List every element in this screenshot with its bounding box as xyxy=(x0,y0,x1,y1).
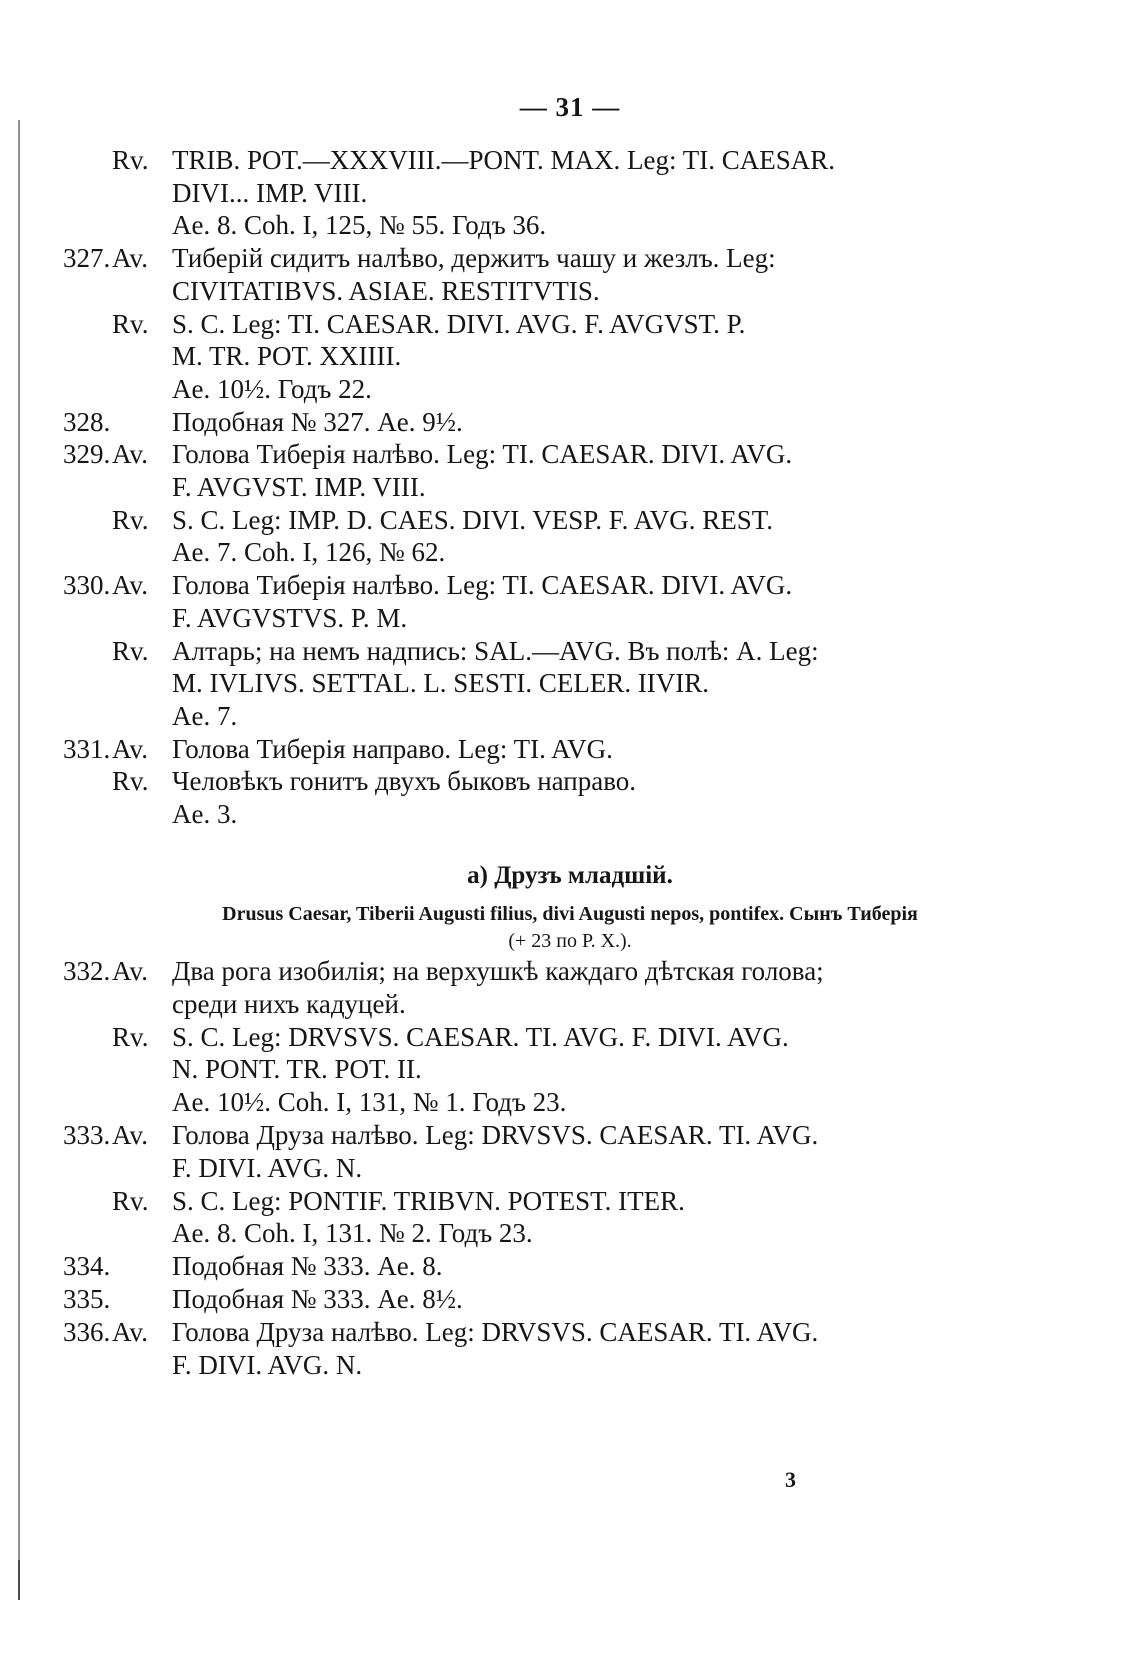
entry-line xyxy=(0,701,1140,735)
entry-text: Ae. 7. xyxy=(172,700,238,731)
entry-line xyxy=(0,1251,1140,1285)
entry-line xyxy=(0,734,1140,768)
entry-text: S. C. Leg: TI. CAESAR. DIVI. AVG. F. AVGVST. P. xyxy=(172,308,746,339)
entry-line xyxy=(0,570,1140,604)
entry-number: 333. xyxy=(63,1120,111,1150)
entry-text: Ae. 10½. Coh. I, 131, № 1. Годъ 23. xyxy=(172,1087,567,1118)
entry-line xyxy=(0,145,1140,179)
entry-text: среди нихъ кадуцей. xyxy=(172,988,406,1019)
entry-line xyxy=(0,799,1140,833)
entry-line xyxy=(0,1186,1140,1220)
entry-text: F. DIVI. AVG. N. xyxy=(172,1349,363,1380)
entry-line xyxy=(0,1284,1140,1318)
entry-side-label: Rv. xyxy=(112,308,149,339)
entry-number: 331. xyxy=(63,733,111,764)
entry-text: Голова Друза налѣво. Leg: DRVSVS. CAESAR. TI. AVG. xyxy=(172,1316,819,1347)
section-title: а) Друзъ младшій. xyxy=(467,862,673,889)
entry-side-label: Rv. xyxy=(112,1185,149,1216)
entry-text: S. C. Leg: PONTIF. TRIBVN. POTEST. ITER. xyxy=(172,1185,685,1216)
entry-text: Голова Тиберія направо. Leg: TI. AVG. xyxy=(172,733,613,764)
entry-text: Ae. 8. Coh. I, 125, № 55. Годъ 36. xyxy=(172,210,547,241)
entry-text: Два рога изобилія; на верхушкѣ каждаго дѣтская голова; xyxy=(172,956,824,986)
entry-text: Голова Тиберія налѣво. Leg: TI. CAESAR. DIVI. AVG. xyxy=(172,570,793,601)
entry-line xyxy=(0,374,1140,408)
entry-line xyxy=(0,178,1140,212)
entry-text: Подобная № 333. Ae. 8½. xyxy=(172,1284,463,1314)
entry-line xyxy=(0,1022,1140,1056)
page-number-header: — 31 — xyxy=(519,92,621,122)
entry-side-label: Rv. xyxy=(112,504,149,535)
entry-line xyxy=(0,210,1140,244)
entry-line xyxy=(0,439,1140,473)
entry-line xyxy=(0,1350,1140,1384)
entry-side-label: Rv. xyxy=(112,1021,149,1052)
entry-number: 329. xyxy=(63,439,111,470)
entry-text: Голова Друза налѣво. Leg: DRVSVS. CAESAR. TI. AVG. xyxy=(172,1120,819,1150)
entry-text: S. C. Leg: IMP. D. CAES. DIVI. VESP. F. AVG. REST. xyxy=(172,504,773,535)
entry-number: 327. xyxy=(63,243,111,274)
margin-rule-bottom xyxy=(18,1560,20,1600)
entry-text: Ae. 10½. Годъ 22. xyxy=(172,373,372,404)
entry-text: M. IVLIVS. SETTAL. L. SESTI. CELER. IIVIR. xyxy=(172,668,710,699)
entry-line xyxy=(0,1054,1140,1088)
entry-text: N. PONT. TR. POT. II. xyxy=(172,1054,422,1085)
section-subtitle-dates: (+ 23 по Р. Х.). xyxy=(508,930,632,952)
entry-line xyxy=(0,276,1140,310)
entry-line xyxy=(0,1218,1140,1252)
entry-line xyxy=(0,341,1140,375)
entry-text: F. DIVI. AVG. N. xyxy=(172,1152,363,1183)
entry-text: M. TR. POT. XXIIII. xyxy=(172,341,402,372)
entry-side-label: Av. xyxy=(112,1120,148,1150)
entry-number: 328. xyxy=(63,406,111,437)
entry-text: Человѣкъ гонитъ двухъ быковъ направо. xyxy=(172,766,637,797)
entry-number: 330. xyxy=(63,570,111,601)
entry-number: 332. xyxy=(63,956,111,986)
entry-text: Ae. 8. Coh. I, 131. № 2. Годъ 23. xyxy=(172,1218,533,1249)
entry-text: S. C. Leg: DRVSVS. CAESAR. TI. AVG. F. DIVI. AVG. xyxy=(172,1021,789,1052)
entry-line xyxy=(0,1153,1140,1187)
entry-side-label: Rv. xyxy=(112,766,149,797)
entry-number: 336. xyxy=(63,1316,111,1347)
entry-text: Подобная № 333. Ae. 8. xyxy=(172,1251,443,1282)
entry-text: Голова Тиберія налѣво. Leg: TI. CAESAR. DIVI. AVG. xyxy=(172,439,793,470)
entry-side-label: Rv. xyxy=(112,635,149,666)
entry-side-label: Av. xyxy=(112,439,148,470)
entry-text: Подобная № 327. Ae. 9½. xyxy=(172,406,463,437)
entry-line xyxy=(0,537,1140,571)
entry-line xyxy=(0,309,1140,343)
signature-mark: 3 xyxy=(785,1467,796,1492)
entry-text: DIVI... IMP. VIII. xyxy=(172,177,368,208)
entry-line xyxy=(0,472,1140,506)
entry-number: 334. xyxy=(63,1251,111,1282)
entry-text: F. AVGVST. IMP. VIII. xyxy=(172,472,426,502)
entry-line xyxy=(0,1317,1140,1351)
entry-line xyxy=(0,1087,1140,1121)
entry-side-label: Av. xyxy=(112,243,148,274)
entry-side-label: Av. xyxy=(112,570,148,601)
entry-text: Ae. 7. Coh. I, 126, № 62. xyxy=(172,537,446,568)
entry-line xyxy=(0,407,1140,441)
entry-text: Тиберій сидитъ налѣво, держитъ чашу и жезлъ. Leg: xyxy=(172,243,776,274)
entry-line xyxy=(0,1120,1140,1154)
entry-line xyxy=(0,505,1140,539)
entry-number: 335. xyxy=(63,1284,111,1314)
entry-line xyxy=(0,766,1140,800)
entry-side-label: Rv. xyxy=(112,145,149,175)
entry-line xyxy=(0,603,1140,637)
entry-line xyxy=(0,989,1140,1023)
entry-line xyxy=(0,956,1140,990)
entry-side-label: Av. xyxy=(112,1316,148,1347)
section-subtitle: Drusus Caesar, Tiberii Augusti filius, divi Augusti nepos, pontifex. Сынъ Тиберія xyxy=(222,903,918,925)
entry-text: Алтарь; на немъ надпись: SAL.—AVG. Въ полѣ: A. Leg: xyxy=(172,635,819,666)
entry-line xyxy=(0,636,1140,670)
entry-text: TRIB. POT.—XXXVIII.—PONT. MAX. Leg: TI. CAESAR. xyxy=(172,145,835,175)
entry-text: F. AVGVSTVS. P. M. xyxy=(172,602,408,633)
entry-side-label: Av. xyxy=(112,956,148,986)
entry-line xyxy=(0,668,1140,702)
entry-text: CIVITATIBVS. ASIAE. RESTITVTIS. xyxy=(172,275,600,306)
entry-line xyxy=(0,243,1140,277)
entry-text: Ae. 3. xyxy=(172,799,238,829)
entry-side-label: Av. xyxy=(112,733,148,764)
